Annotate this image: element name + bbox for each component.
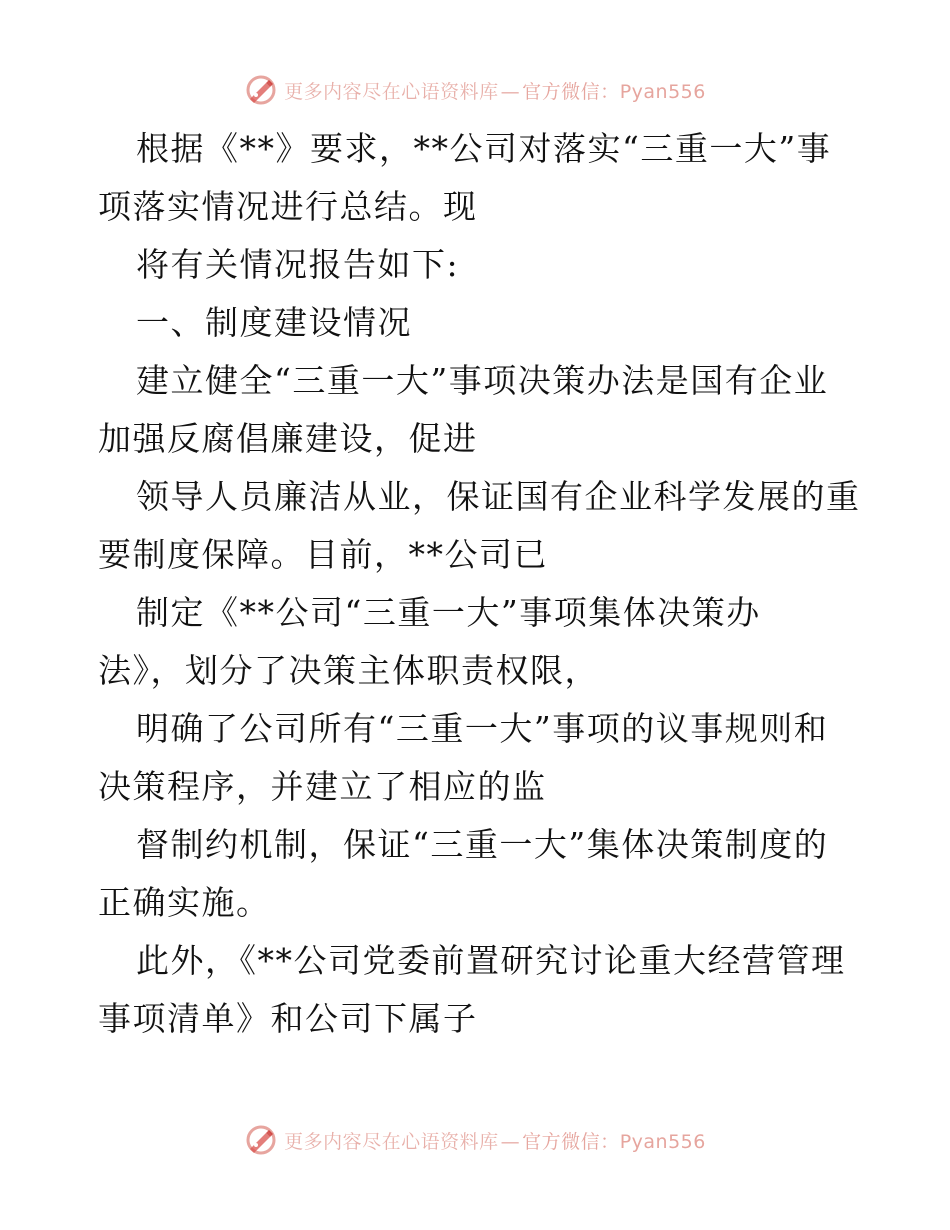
- text-line: 督制约机制，保证“三重一大”集体决策制度的: [136, 825, 829, 864]
- watermark-wechat-id: Pyan556: [619, 1130, 706, 1153]
- text-line: 明确了公司所有“三重一大”事项的议事规则和: [136, 709, 829, 748]
- watermark-wechat-id: Pyan556: [619, 80, 706, 103]
- watermark-separator: —: [500, 1130, 521, 1153]
- text-line: 加强反腐倡廉建设，促进: [98, 419, 478, 458]
- text-line: 此外，《**公司党委前置研究讨论重大经营管理: [136, 941, 846, 980]
- text-line: 正确实施。: [98, 883, 271, 922]
- watermark-text: [284, 1127, 706, 1154]
- text-line: 要制度保障。目前，**公司已: [98, 535, 548, 574]
- text-line: 项落实情况进行总结。现: [98, 187, 478, 226]
- footer-watermark: [0, 1120, 950, 1160]
- document-body: [98, 120, 861, 1048]
- pen-logo-icon: [244, 73, 278, 107]
- text-line: 建立健全“三重一大”事项决策办法是国有企业: [136, 361, 829, 400]
- watermark-separator: —: [500, 80, 521, 103]
- watermark-site-text: 更多内容尽在心语资料库: [284, 1130, 499, 1153]
- header-watermark: [0, 70, 950, 110]
- pen-logo-icon: [244, 1123, 278, 1157]
- watermark-wechat-label: 官方微信：: [522, 80, 620, 103]
- watermark-site-text: 更多内容尽在心语资料库: [284, 80, 499, 103]
- watermark-wechat-label: 官方微信：: [522, 1130, 620, 1153]
- watermark-text: [284, 77, 706, 104]
- text-line: 事项清单》和公司下属子: [98, 999, 478, 1038]
- text-line: 根据《**》要求，**公司对落实“三重一大”事: [136, 129, 832, 168]
- text-line: 制定《**公司“三重一大”事项集体决策办: [136, 593, 761, 632]
- text-line: 将有关情况报告如下:: [136, 245, 460, 284]
- text-line: 一、制度建设情况: [136, 303, 412, 342]
- text-line: 决策程序，并建立了相应的监: [98, 767, 547, 806]
- text-line: 法》，划分了决策主体职责权限，: [98, 651, 599, 690]
- text-line: 领导人员廉洁从业，保证国有企业科学发展的重: [136, 477, 861, 516]
